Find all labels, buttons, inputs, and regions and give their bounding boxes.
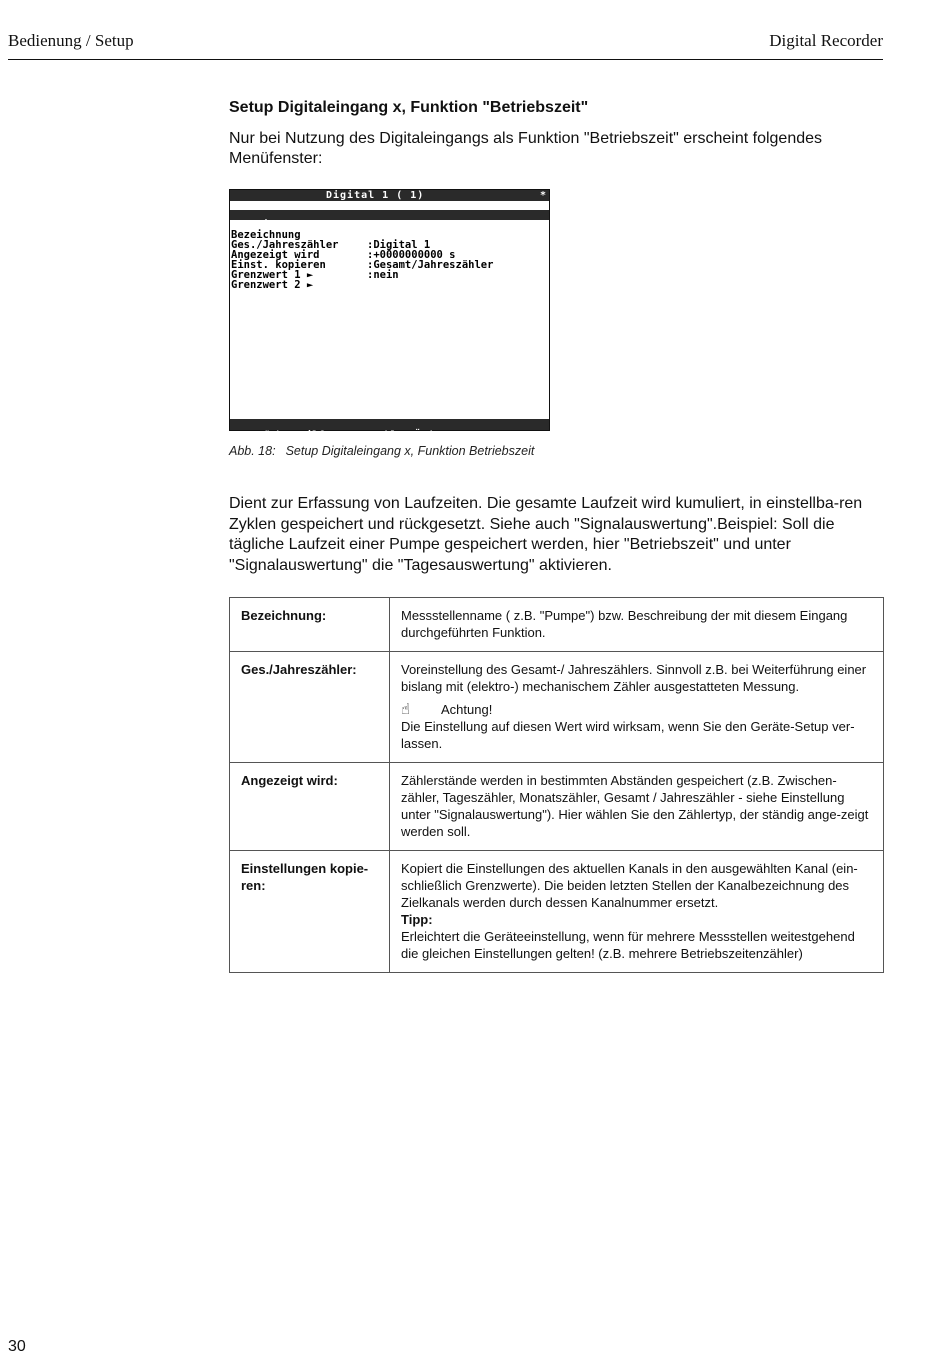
screen-footer-hints: ⊡=Zurück ←=Hilfe ↓↑=Auswahl E=Ändern (234, 430, 451, 441)
page-number: 30 (8, 1338, 26, 1355)
tip-text: Erleichtert die Geräteeinstellung, wenn für mehrere Messstellen weitestgehend die gleichen Einstellungen gelten! (z.B. mehrere Betriebszeitenzähler) (401, 929, 855, 961)
screen-title: Digital 1 ( 1) (326, 190, 425, 201)
figure-caption-text: Setup Digitaleingang x, Funktion Betriebszeit (285, 444, 535, 458)
parameter-table (229, 597, 884, 973)
intro-paragraph: Nur bei Nutzung des Digitaleingangs als Funktion "Betriebszeit" erscheint folgendes Menüfenster: (229, 130, 823, 167)
figure-number: Abb. 18: (229, 444, 276, 458)
running-header-title: Digital Recorder (769, 31, 883, 50)
menu-row-label: Bezeichnung (231, 229, 301, 241)
menu-row-value: :Digital 1 (367, 239, 431, 251)
figure-caption (229, 444, 534, 458)
parameter-description (390, 851, 884, 973)
device-menu-screen (229, 189, 550, 441)
menu-row-value: :Gesamt/Jahreszähler (367, 259, 494, 271)
description-paragraph: Dient zur Erfassung von Laufzeiten. Die gesamte Laufzeit wird kumuliert, in einstellba-ren Zyklen gespeichert und rückgesetzt. Siehe auch "Signalauswertung".Beispiel: Soll die tägliche Laufzeit einer Pumpe gespeichert werden, hier "Betriebszeit" und unter "Signalauswertung" die "Tagesauswertung" aktivieren. (229, 495, 863, 574)
section-title: Setup Digitaleingang x, Funktion "Betriebszeit" (229, 99, 589, 116)
screen-footer-bar (230, 419, 549, 441)
table-row (230, 851, 884, 973)
parameter-name: Angezeigt wird: (230, 763, 390, 851)
menu-row (230, 270, 549, 291)
parameter-name: Ges./Jahreszähler: (230, 652, 390, 763)
menu-row-label: Angezeigt wird (231, 249, 320, 261)
parameter-text: Zählerstände werden in bestimmten Abständen gespeichert (z.B. Zwischen-zähler, Tageszähler, Monatszähler, Gesamt / Jahreszähler - siehe Einstellung unter "Signalauswertung"). Hier wählen Sie den Zählertyp, der ständig ange-zeigt werden soll. (401, 773, 869, 839)
pointing-hand-icon: ☝ (401, 701, 411, 718)
parameter-text: Kopiert die Einstellungen des aktuellen Kanals in den ausgewählten Kanal (ein-schließlich Grenzwerte). Die beiden letzten Stellen der Kanalbezeichnung des Zielkanals werden durch dessen Kanalnummer ersetzt. (401, 861, 858, 910)
running-header-section: Bedienung / Setup (8, 31, 134, 50)
menu-row-label: Grenzwert 2 ► (231, 279, 314, 291)
menu-row-label: Funktion (231, 219, 282, 231)
menu-row-label: Ges./Jahreszähler (231, 239, 339, 251)
warning-text: Die Einstellung auf diesen Wert wird wirksam, wenn Sie den Geräte-Setup ver-lassen. (401, 719, 855, 751)
warning-label: Achtung! (441, 702, 493, 717)
menu-row-value: :+0000000000 s (367, 249, 456, 261)
menu-row-value: :nein (367, 269, 399, 281)
menu-row-label: Grenzwert 1 ► (231, 269, 314, 281)
table-row (230, 652, 884, 763)
screen-menu (230, 210, 549, 291)
parameter-text: Voreinstellung des Gesamt-/ Jahreszählers. Sinnvoll z.B. bei Weiterführung einer bislang mit (elektro-) mechanischem Zähler ausgestatteten Messung. (401, 662, 867, 694)
screen-title-bar (230, 190, 549, 201)
menu-row-value: :Betriebszeit (367, 229, 450, 241)
parameter-description (390, 652, 884, 763)
parameter-name: Einstellungen kopie-ren: (230, 851, 390, 973)
header-rule (8, 59, 883, 60)
screen-star-indicator: * (539, 190, 546, 201)
parameter-text: Messstellenname ( z.B. "Pumpe") bzw. Beschreibung der mit diesem Eingang durchgeführten Funktion. (401, 608, 848, 640)
warning-note (401, 701, 872, 718)
table-row (230, 763, 884, 851)
parameter-name: Bezeichnung: (230, 598, 390, 652)
parameter-description (390, 598, 884, 652)
parameter-description (390, 763, 884, 851)
menu-row-label: Einst. kopieren (231, 259, 326, 271)
table-row (230, 598, 884, 652)
tip-label: Tipp: (401, 912, 433, 927)
